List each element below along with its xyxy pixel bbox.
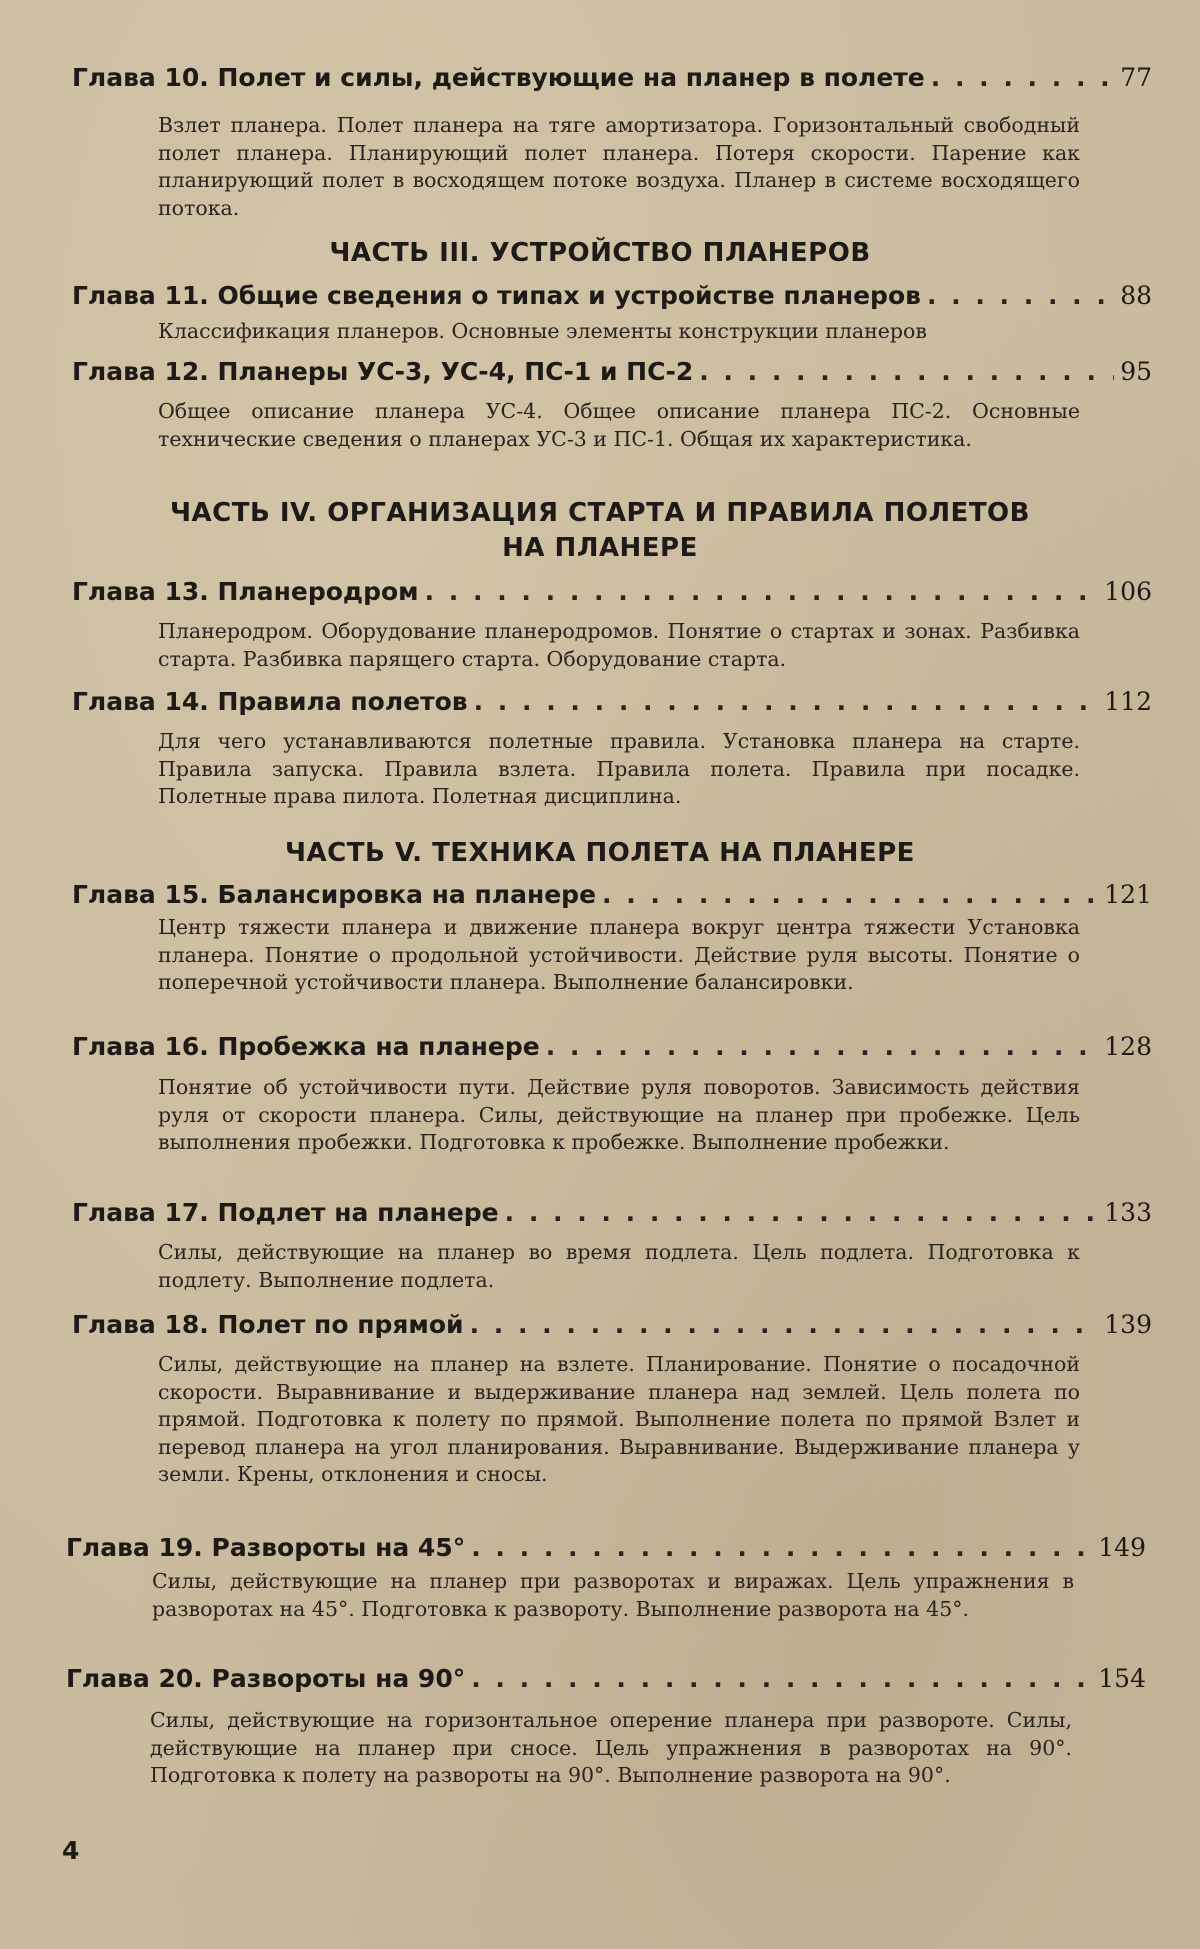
dot-leader (927, 280, 1114, 312)
toc-chapter-19 (66, 1532, 1146, 1564)
page-number: 154 (1098, 1664, 1146, 1693)
dot-leader (471, 1663, 1092, 1695)
page-number: 112 (1104, 687, 1152, 716)
chapter-title: Глава 17. Подлет на планере (72, 1198, 499, 1227)
dot-leader (602, 879, 1098, 911)
toc-chapter-11 (72, 280, 1152, 312)
page-number: 128 (1104, 1032, 1152, 1061)
toc-chapter-18 (72, 1309, 1152, 1341)
page-number: 149 (1098, 1533, 1146, 1562)
dot-leader (470, 1309, 1099, 1341)
chapter-summary: Планеродром. Оборудование планеродромов. Понятие о стартах и зонах. Разбивка старта. Разбивка парящего старта. Оборудование старта. (158, 619, 1080, 671)
chapter-title: Глава 14. Правила полетов (72, 687, 468, 716)
chapter-summary: Классификация планеров. Основные элементы конструкции планеров (158, 319, 927, 343)
chapter-title: Глава 16. Пробежка на планере (72, 1032, 540, 1061)
page-folio: 4 (62, 1836, 80, 1865)
chapter-summary: Для чего устанавливаются полетные правила. Установка планера на старте. Правила запуска. Правила взлета. Правила полета. Правила при посадке. Полетные права пилота. Полетная дисциплина. (158, 729, 1080, 808)
chapter-title: Глава 11. Общие сведения о типах и устройстве планеров (72, 281, 921, 310)
chapter-summary: Силы, действующие на горизонтальное оперение планера при развороте. Силы, действующие на планер при сносе. Цель упражнения в разворотах на 90°. Подготовка к полету на развороты на 90°. Выполнение разворота на 90°. (150, 1708, 1072, 1787)
chapter-title: Глава 19. Развороты на 45° (66, 1533, 466, 1562)
toc-chapter-17 (72, 1197, 1152, 1229)
chapter-title: Глава 15. Балансировка на планере (72, 880, 597, 909)
dot-leader (425, 576, 1099, 608)
chapter-title: Глава 18. Полет по прямой (72, 1310, 464, 1339)
dot-leader (474, 686, 1099, 718)
toc-chapter-12 (72, 356, 1152, 388)
dot-leader (505, 1197, 1099, 1229)
chapter-summary: Взлет планера. Полет планера на тяге амортизатора. Горизонтальный свободный полет планера. Планирующий полет планера. Потеря скорости. Парение как планирующий полет в восходящем потоке воздуха. Планер в системе восходящего потока. (158, 113, 1080, 220)
dot-leader (699, 356, 1114, 388)
toc-chapter-16 (72, 1031, 1152, 1063)
chapter-summary: Силы, действующие на планер на взлете. Планирование. Понятие о посадочной скорости. Выравнивание и выдерживание планера над землей. Цель полета по прямой. Подготовка к полету по прямой. Выполнение полета по прямой Взлет и перевод планера на угол планирования. Выравнивание. Выдерживание планера у земли. Крены, отклонения и сносы. (158, 1352, 1080, 1486)
page-number: 77 (1120, 63, 1152, 92)
chapter-summary: Силы, действующие на планер при разворотах и виражах. Цель упражнения в разворотах на 45°. Подготовка к развороту. Выполнение разворота на 45°. (152, 1569, 1074, 1621)
chapter-summary: Силы, действующие на планер во время подлета. Цель подлета. Подготовка к подлету. Выполнение подлета. (158, 1240, 1080, 1292)
toc-chapter-10 (72, 62, 1152, 94)
toc-chapter-14 (72, 686, 1152, 718)
chapter-title: Глава 13. Планеродром (72, 577, 419, 606)
dot-leader (931, 62, 1114, 94)
chapter-summary: Центр тяжести планера и движение планера вокруг центра тяжести Установка планера. Понятие о продольной устойчивости. Действие руля высоты. Понятие о поперечной устойчивости планера. Выполнение балансировки. (158, 915, 1080, 994)
toc-chapter-20 (66, 1663, 1146, 1695)
part-heading-5: ЧАСТЬ V. ТЕХНИКА ПОЛЕТА НА ПЛАНЕРЕ (285, 838, 915, 868)
page-number: 88 (1120, 281, 1152, 310)
chapter-summary: Понятие об устойчивости пути. Действие руля поворотов. Зависимость действия руля от скорости планера. Силы, действующие на планер при пробежке. Цель выполнения пробежки. Подготовка к пробежке. Выполнение пробежки. (158, 1075, 1080, 1154)
dot-leader (546, 1031, 1099, 1063)
chapter-summary: Общее описание планера УС-4. Общее описание планера ПС-2. Основные технические сведения о планерах УС-3 и ПС-1. Общая их характеристика. (158, 399, 1080, 451)
dot-leader (471, 1532, 1092, 1564)
chapter-title: Глава 12. Планеры УС-3, УС-4, ПС-1 и ПС-2 (72, 357, 694, 386)
page-number: 121 (1104, 880, 1152, 909)
page-number: 95 (1120, 357, 1152, 386)
page-number: 133 (1104, 1198, 1152, 1227)
chapter-title: Глава 10. Полет и силы, действующие на планер в полете (72, 63, 925, 92)
part-heading-4: ЧАСТЬ IV. ОРГАНИЗАЦИЯ СТАРТА И ПРАВИЛА ПОЛЕТОВ НА ПЛАНЕРЕ (170, 498, 1030, 563)
page-number: 106 (1104, 577, 1152, 606)
page-number: 139 (1104, 1310, 1152, 1339)
toc-chapter-15 (72, 879, 1152, 911)
part-heading-3: ЧАСТЬ III. УСТРОЙСТВО ПЛАНЕРОВ (329, 238, 871, 268)
chapter-title: Глава 20. Развороты на 90° (66, 1664, 466, 1693)
toc-chapter-13 (72, 576, 1152, 608)
